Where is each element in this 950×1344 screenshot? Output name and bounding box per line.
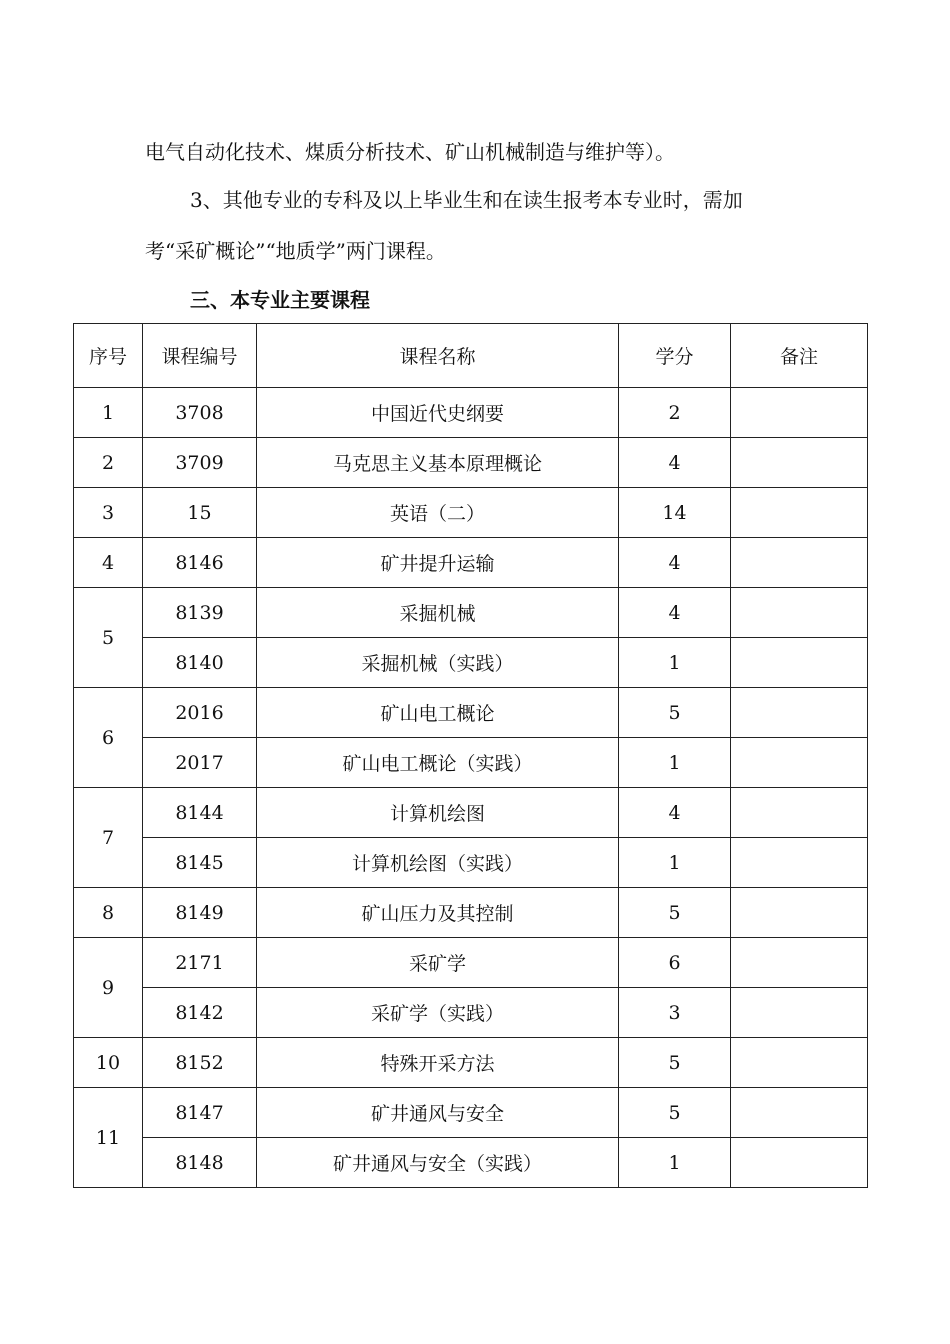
cell-name: 计算机绘图（实践）: [257, 838, 619, 888]
cell-code: 8145: [143, 838, 257, 888]
cell-name: 矿山电工概论（实践）: [257, 738, 619, 788]
cell-name: 中国近代史纲要: [257, 388, 619, 438]
cell-note: [731, 688, 868, 738]
paragraph-item-3: 3、其他专业的专科及以上毕业生和在读生报考本专业时，需加: [190, 188, 743, 212]
cell-code: 3709: [143, 438, 257, 488]
cell-code: 8149: [143, 888, 257, 938]
header-code: 课程编号: [143, 324, 257, 388]
cell-name: 特殊开采方法: [257, 1038, 619, 1088]
table-row: [74, 988, 868, 1038]
cell-credits: 1: [619, 1138, 731, 1188]
header-credits: 学分: [619, 324, 731, 388]
cell-index: 7: [74, 788, 143, 888]
cell-credits: 5: [619, 1038, 731, 1088]
cell-note: [731, 388, 868, 438]
cell-credits: 4: [619, 788, 731, 838]
cell-code: 3708: [143, 388, 257, 438]
cell-name: 矿井提升运输: [257, 538, 619, 588]
table-row: [74, 1088, 868, 1138]
cell-credits: 6: [619, 938, 731, 988]
table-row: [74, 688, 868, 738]
cell-name: 采掘机械: [257, 588, 619, 638]
cell-name: 英语（二）: [257, 488, 619, 538]
cell-index: 6: [74, 688, 143, 788]
header-note: 备注: [731, 324, 868, 388]
cell-note: [731, 1138, 868, 1188]
section-heading: 三、本专业主要课程: [190, 288, 370, 312]
cell-credits: 1: [619, 738, 731, 788]
cell-index: 4: [74, 538, 143, 588]
course-table-body: [74, 388, 868, 1188]
header-index: 序号: [74, 324, 143, 388]
cell-note: [731, 538, 868, 588]
course-table: [73, 323, 868, 1188]
cell-code: 8148: [143, 1138, 257, 1188]
table-row: [74, 1038, 868, 1088]
cell-credits: 4: [619, 538, 731, 588]
cell-index: 3: [74, 488, 143, 538]
cell-credits: 4: [619, 588, 731, 638]
cell-code: 8140: [143, 638, 257, 688]
cell-credits: 4: [619, 438, 731, 488]
table-row: [74, 1138, 868, 1188]
table-row: [74, 588, 868, 638]
cell-credits: 2: [619, 388, 731, 438]
cell-note: [731, 988, 868, 1038]
cell-credits: 1: [619, 838, 731, 888]
cell-note: [731, 638, 868, 688]
table-row: [74, 638, 868, 688]
cell-note: [731, 738, 868, 788]
paragraph-item-3-continued: 考“采矿概论”“地质学”两门课程。: [145, 239, 446, 263]
table-row: [74, 388, 868, 438]
cell-credits: 5: [619, 1088, 731, 1138]
cell-note: [731, 788, 868, 838]
cell-code: 8146: [143, 538, 257, 588]
cell-note: [731, 938, 868, 988]
cell-name: 采掘机械（实践）: [257, 638, 619, 688]
cell-code: 2016: [143, 688, 257, 738]
table-header-row: [74, 324, 868, 388]
cell-code: 2017: [143, 738, 257, 788]
cell-note: [731, 1088, 868, 1138]
cell-note: [731, 888, 868, 938]
cell-name: 马克思主义基本原理概论: [257, 438, 619, 488]
table-row: [74, 488, 868, 538]
cell-name: 矿井通风与安全（实践）: [257, 1138, 619, 1188]
cell-credits: 5: [619, 688, 731, 738]
table-row: [74, 538, 868, 588]
cell-name: 采矿学（实践）: [257, 988, 619, 1038]
table-row: [74, 738, 868, 788]
cell-index: 11: [74, 1088, 143, 1188]
table-row: [74, 438, 868, 488]
cell-credits: 1: [619, 638, 731, 688]
cell-name: 采矿学: [257, 938, 619, 988]
cell-code: 8147: [143, 1088, 257, 1138]
cell-index: 9: [74, 938, 143, 1038]
cell-name: 矿山电工概论: [257, 688, 619, 738]
table-row: [74, 888, 868, 938]
cell-name: 矿山压力及其控制: [257, 888, 619, 938]
table-row: [74, 838, 868, 888]
cell-credits: 5: [619, 888, 731, 938]
cell-credits: 14: [619, 488, 731, 538]
cell-index: 10: [74, 1038, 143, 1088]
cell-note: [731, 488, 868, 538]
cell-name: 矿井通风与安全: [257, 1088, 619, 1138]
cell-index: 1: [74, 388, 143, 438]
cell-code: 8142: [143, 988, 257, 1038]
cell-code: 8144: [143, 788, 257, 838]
cell-note: [731, 838, 868, 888]
cell-credits: 3: [619, 988, 731, 1038]
cell-note: [731, 438, 868, 488]
cell-code: 8152: [143, 1038, 257, 1088]
cell-note: [731, 588, 868, 638]
cell-index: 8: [74, 888, 143, 938]
cell-code: 8139: [143, 588, 257, 638]
header-name: 课程名称: [257, 324, 619, 388]
table-row: [74, 788, 868, 838]
cell-code: 15: [143, 488, 257, 538]
table-row: [74, 938, 868, 988]
cell-index: 2: [74, 438, 143, 488]
cell-index: 5: [74, 588, 143, 688]
cell-name: 计算机绘图: [257, 788, 619, 838]
cell-note: [731, 1038, 868, 1088]
paragraph-continuation: 电气自动化技术、煤质分析技术、矿山机械制造与维护等）。: [145, 140, 675, 164]
cell-code: 2171: [143, 938, 257, 988]
